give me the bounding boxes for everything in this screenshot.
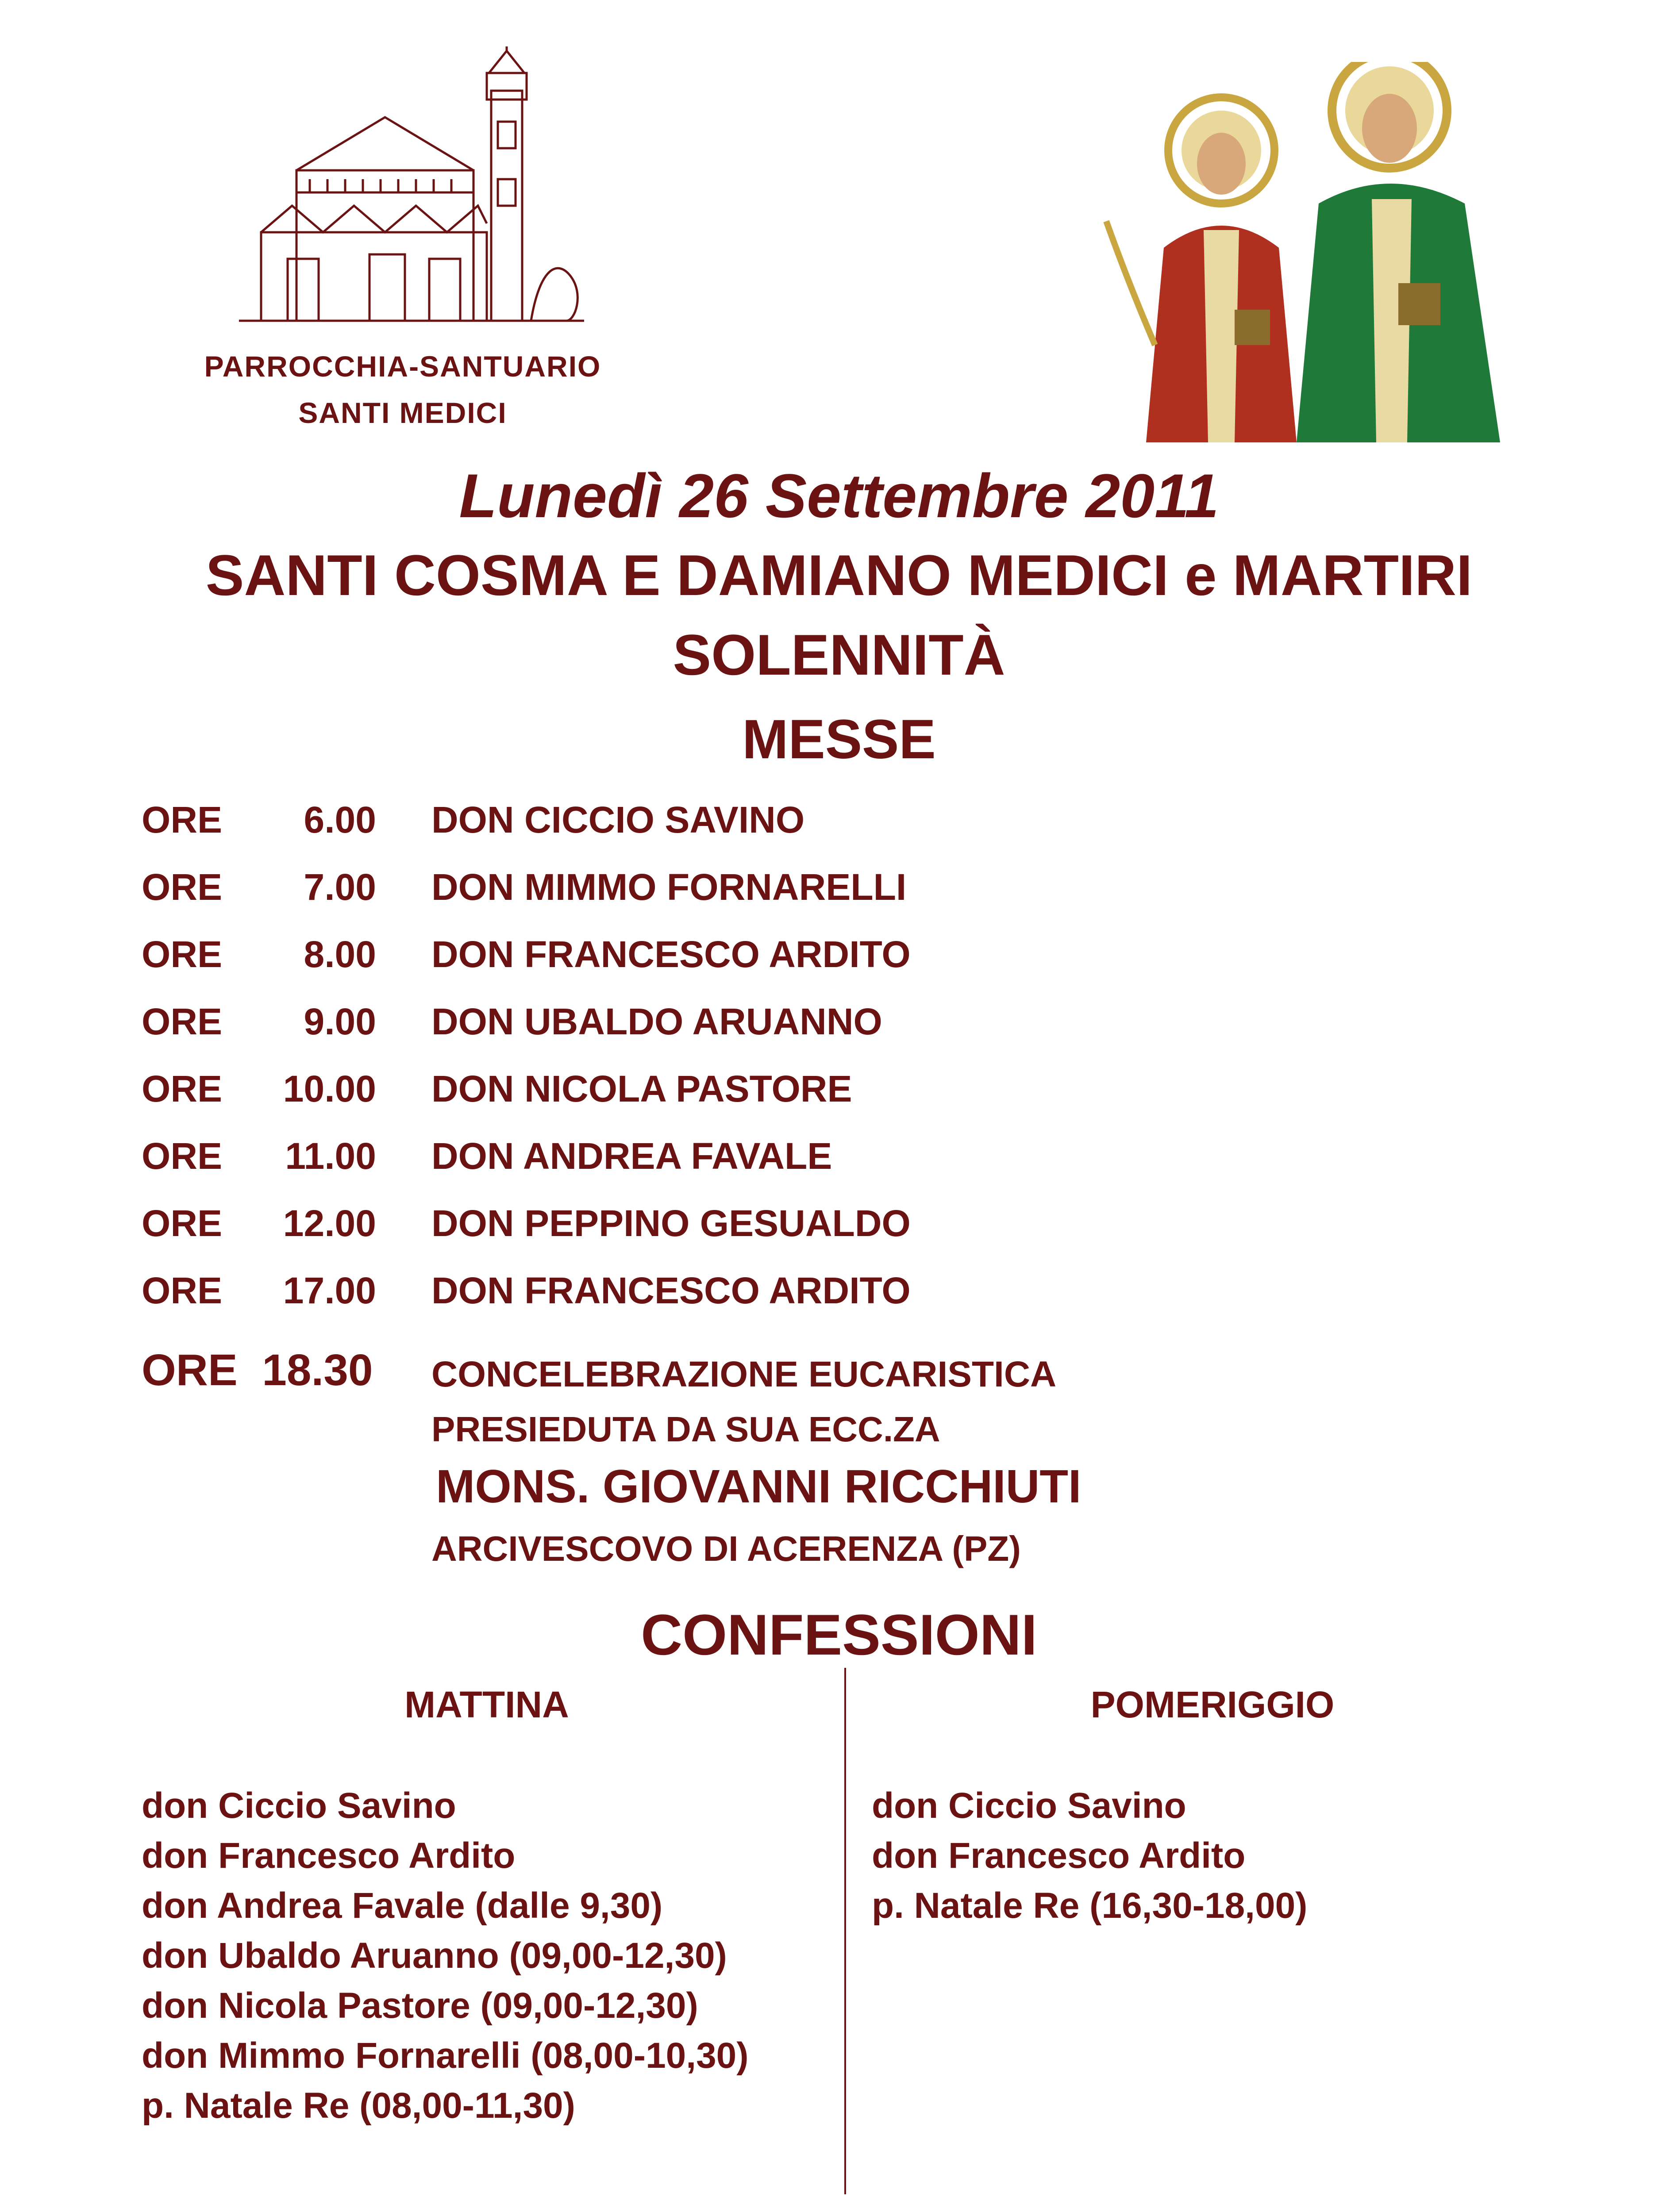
mass-ore-label: ORE <box>142 866 223 908</box>
mass-time: 10.00 <box>283 1068 376 1110</box>
mass-celebrant: DON CICCIO SAVINO <box>431 799 805 841</box>
mass-time: 9.00 <box>304 1001 376 1042</box>
mass-time: 8.00 <box>304 933 376 975</box>
list-item: don Francesco Ardito <box>872 1836 1246 1876</box>
mass-celebrant: DON FRANCESCO ARDITO <box>431 933 911 975</box>
feast-title: SANTI COSMA E DAMIANO MEDICI e MARTIRI <box>205 543 1473 607</box>
mass-celebrant: DON FRANCESCO ARDITO <box>431 1270 911 1311</box>
list-item: don Francesco Ardito <box>142 1836 516 1876</box>
mass-celebrant: DON NICOLA PASTORE <box>431 1068 852 1110</box>
mass-ore-label: ORE <box>142 1135 223 1177</box>
mass-ore-label: ORE <box>142 1001 223 1042</box>
main-mass-time: ORE 18.30 <box>142 1345 373 1395</box>
parish-name-line1: PARROCCHIA-SANTUARIO <box>204 350 601 383</box>
list-item: p. Natale Re (16,30-18,00) <box>872 1886 1308 1926</box>
mass-time: 6.00 <box>304 799 376 841</box>
mass-ore-label: ORE <box>142 933 223 975</box>
column-divider <box>844 1668 846 2194</box>
mass-time: 7.00 <box>304 866 376 908</box>
mass-ore-label: ORE <box>142 799 223 841</box>
church-sketch-icon <box>221 46 589 325</box>
main-mass-line4: ARCIVESCOVO DI ACERENZA (PZ) <box>431 1529 1021 1568</box>
mass-ore-label: ORE <box>142 1270 223 1311</box>
mass-celebrant: DON MIMMO FORNARELLI <box>431 866 907 908</box>
solemnity-label: SOLENNITÀ <box>673 622 1005 687</box>
list-item: don Ciccio Savino <box>142 1786 456 1826</box>
mass-time: 12.00 <box>283 1202 376 1244</box>
mass-ore-label: ORE <box>142 1068 223 1110</box>
mass-celebrant: DON PEPPINO GESUALDO <box>431 1202 911 1244</box>
list-item: don Mimmo Fornarelli (08,00-10,30) <box>142 2035 749 2076</box>
morning-heading: MATTINA <box>404 1684 569 1725</box>
main-mass-line2: PRESIEDUTA DA SUA ECC.ZA <box>431 1409 940 1449</box>
list-item: don Andrea Favale (dalle 9,30) <box>142 1886 663 1926</box>
mass-celebrant: DON ANDREA FAVALE <box>431 1135 832 1177</box>
saints-statues-icon <box>1089 62 1527 442</box>
mass-time: 11.00 <box>285 1135 376 1177</box>
main-mass-line1: CONCELEBRAZIONE EUCARISTICA <box>431 1354 1057 1394</box>
celebrant-name: MONS. GIOVANNI RICCHIUTI <box>436 1460 1081 1513</box>
list-item: don Ubaldo Aruanno (09,00-12,30) <box>142 1936 727 1976</box>
feast-date: Lunedì 26 Settembre 2011 <box>459 461 1219 530</box>
afternoon-heading: POMERIGGIO <box>1090 1684 1335 1725</box>
list-item: p. Natale Re (08,00-11,30) <box>142 2085 575 2126</box>
confessions-title: CONFESSIONI <box>641 1602 1037 1667</box>
list-item: don Nicola Pastore (09,00-12,30) <box>142 1985 698 2026</box>
parish-name-line2: SANTI MEDICI <box>298 396 507 429</box>
mass-ore-label: ORE <box>142 1202 223 1244</box>
masses-heading: MESSE <box>742 709 936 770</box>
mass-time: 17.00 <box>283 1270 376 1311</box>
mass-celebrant: DON UBALDO ARUANNO <box>431 1001 882 1042</box>
list-item: don Ciccio Savino <box>872 1786 1186 1826</box>
